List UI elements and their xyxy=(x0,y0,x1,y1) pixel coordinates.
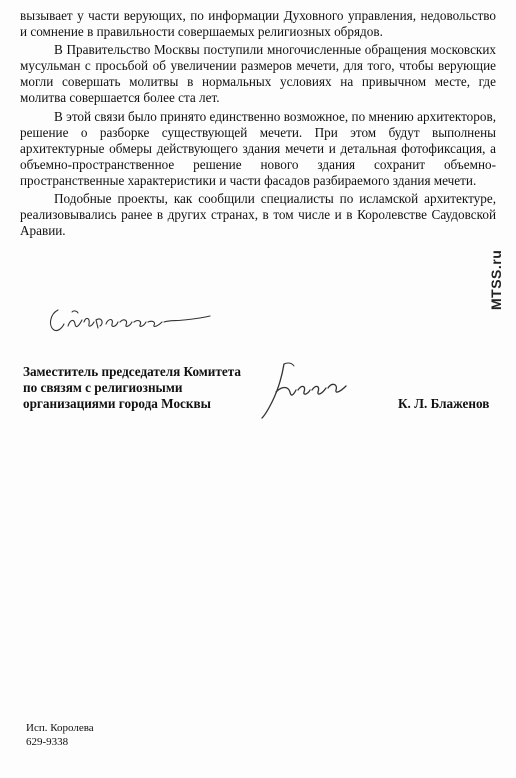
signer-title-line: Заместитель председателя Комитета xyxy=(23,364,241,379)
signature xyxy=(254,356,364,426)
paragraph-continuation: вызывает у части верующих, по информации Духовного управления, недовольство и сомнение в правильности совершаемых религиозных обрядов. xyxy=(20,8,496,40)
executor-name: Исп. Королева xyxy=(26,722,94,734)
signer-title-line: по связям с религиозными xyxy=(23,380,183,395)
executor-info xyxy=(26,722,94,749)
signer-title xyxy=(23,364,283,412)
paragraph-appeals: В Правительство Москвы поступили многочисленные обращения московских мусульман с просьбой об увеличении размеров мечети, для того, чтобы верующие могли совершать молитвы в нормальных условиях на привычном месте, где молитва совершается более ста лет. xyxy=(20,42,496,106)
signer-name: К. Л. Блаженов xyxy=(398,396,490,411)
handwritten-note xyxy=(44,300,224,340)
paragraph-precedents: Подобные проекты, как сообщили специалисты по исламской архитектуре, реализовывались ранее в других странах, в том числе и в Королевстве Саудовской Аравии. xyxy=(20,191,496,239)
executor-phone: 629-9338 xyxy=(26,735,69,748)
paragraph-decision: В этой связи было принято единственно возможное, по мнению архитекторов, решение о разборке существующей мечети. При этом будут выполнены архитектурные обмеры действующего здания мечети и детальная фотофиксация, а объемно-пространственное решение нового здания сохранит объемно-пространственные характеристики и части фасадов разбираемого здания мечети. xyxy=(20,108,496,188)
letter-body xyxy=(20,8,496,241)
watermark-side: MTSS.ru xyxy=(488,249,504,310)
signer-title-line: организациями города Москвы xyxy=(23,396,211,411)
